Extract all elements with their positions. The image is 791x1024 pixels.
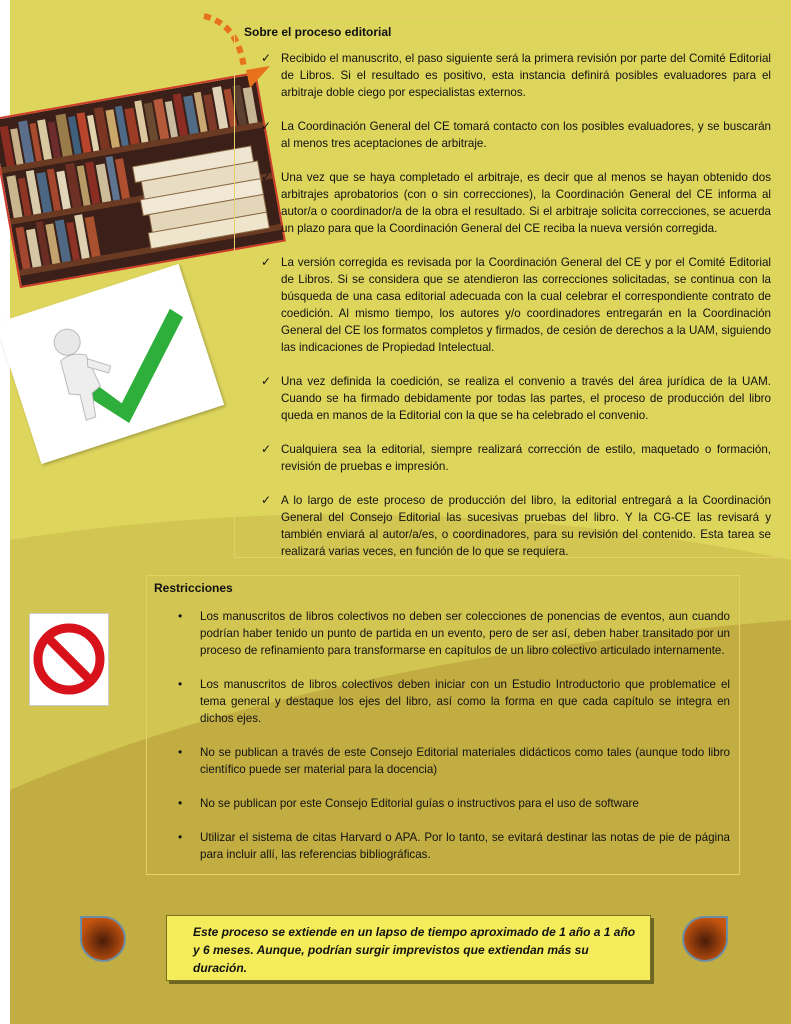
list-item (259, 492, 771, 560)
restrictions-title: Restricciones (154, 581, 233, 595)
list-item (176, 608, 730, 659)
checkmark-icon: ✓ (261, 51, 272, 65)
prohibited-sign-graphic (30, 614, 108, 705)
bullet-icon: • (178, 609, 183, 623)
list-item (176, 744, 730, 778)
list-item-text: No se publican por este Consejo Editorial guías o instructivos para el uso de software (200, 797, 639, 810)
duration-note-text: Este proceso se extiende en un lapso de tiempo aproximado de 1 año a 1 año y 6 meses. Aunque, podrían surgir imprevistos que extiendan más su duración. (193, 925, 636, 975)
checkmark-icon: ✓ (261, 170, 272, 184)
checkmark-icon: ✓ (261, 442, 272, 456)
checkmark-icon: ✓ (261, 119, 272, 133)
editorial-process-title: Sobre el proceso editorial (244, 25, 392, 39)
bullet-icon: • (178, 830, 183, 844)
list-item (176, 829, 730, 863)
list-item-text: Recibido el manuscrito, el paso siguiente será la primera revisión por parte del Comité Editorial de Libros. Si el resultado es positivo, esta instancia definirá posibles evaluadores para el arbitraje doble ciego por especialistas externos. (281, 52, 771, 99)
bullet-icon: • (178, 745, 183, 759)
list-item (259, 118, 771, 152)
list-item-text: Una vez definida la coedición, se realiza el convenio a través del área jurídica de la UAM. Cuando se ha firmado debidamente por todas las partes, el proceso de producción del libro queda en manos de la Editorial con la que se ha celebrado el convenio. (281, 375, 771, 422)
list-item-text: No se publican a través de este Consejo Editorial materiales didácticos como tales (aunque todo libro científico puede ser material para la docencia) (200, 746, 730, 776)
bullet-icon: • (178, 796, 183, 810)
list-item-text: A lo largo de este proceso de producción del libro, la editorial entregará a la Coordinación General del Consejo Editorial las sucesivas pruebas del libro. Y la CG-CE las revisará y también enviará al autor/a/es, o coordinadores, para su revisión del contenido. Esta tarea se realizará varias veces, en función de lo que se requiera. (281, 494, 771, 558)
editorial-process-list (259, 50, 771, 560)
list-item (259, 169, 771, 237)
list-item-text: Cualquiera sea la editorial, siempre realizará corrección de estilo, maquetado o formación, revisión de pruebas e impresión. (281, 443, 771, 473)
list-item (259, 373, 771, 424)
prohibited-sign-icon (29, 613, 109, 706)
list-item-text: Los manuscritos de libros colectivos deben iniciar con un Estudio Introductorio que problematice el tema general y destaque los ejes del libro, así como la forma en que cada capítulo se integra en dichos ejes. (200, 678, 730, 725)
list-item-text: Una vez que se haya completado el arbitraje, es decir que al menos se hayan obtenido dos arbitrajes aprobatorios (con o sin correcciones), la Coordinación General del CE informa al autor/a o coordinador/a de la obra el resultado. Si el arbitraje solicita correcciones, se acuerda un plazo para que la Coordinación General del CE reciba la nueva versión corregida. (281, 171, 771, 235)
list-item (259, 441, 771, 475)
list-item-text: Utilizar el sistema de citas Harvard o APA. Por lo tanto, se evitará destinar las notas de pie de página para incluir allí, las referencias bibliográficas. (200, 831, 730, 861)
list-item (259, 254, 771, 356)
list-item-text: Los manuscritos de libros colectivos no deben ser colecciones de ponencias de eventos, aun cuando podrían haber tenido un punto de partida en un evento, pero de ser así, deben haber transitado por un proceso de refinamiento para transformarse en capítulos de un libro colectivo articulado internamente. (200, 610, 730, 657)
checkmark-icon: ✓ (261, 374, 272, 388)
bullet-icon: • (178, 677, 183, 691)
duration-note (166, 915, 651, 981)
list-item-text: La Coordinación General del CE tomará contacto con los posibles evaluadores, y se buscarán al menos tres aceptaciones de arbitraje. (281, 120, 771, 150)
checkmark-icon: ✓ (261, 493, 272, 507)
list-item (176, 676, 730, 727)
checkmark-icon: ✓ (261, 255, 272, 269)
drop-icon (679, 915, 729, 965)
restrictions-list (176, 608, 730, 863)
list-item (259, 50, 771, 101)
list-item (176, 795, 730, 812)
drop-icon (79, 915, 129, 965)
list-item-text: La versión corregida es revisada por la Coordinación General del CE y por el Comité Editorial de Libros. Si se considera que se atendieron las correcciones solicitadas, se continua con la búsqueda de una casa editorial adecuada con la cual celebrar el correspondiente contrato de coedición. Al mismo tiempo, los autores y/o coordinadores entregarán en la Coordinación General del CE los formatos completos y firmados, de cesión de derechos a la UAM, siguiendo las indicaciones de Propiedad Intelectual. (281, 256, 771, 354)
